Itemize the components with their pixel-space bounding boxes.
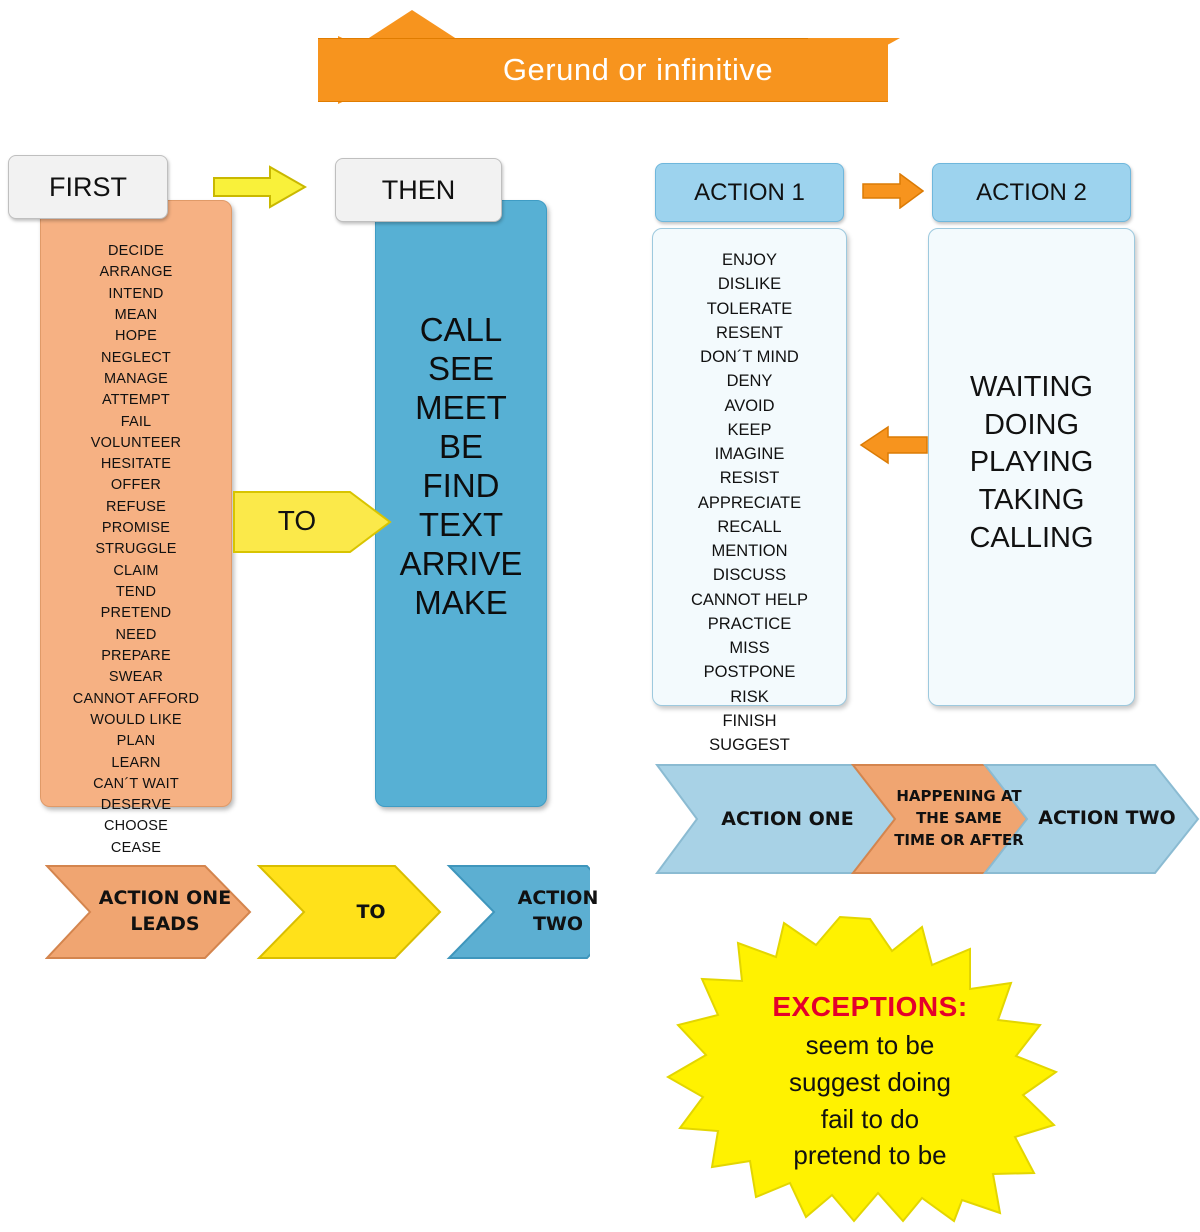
first-verb-item: PLAN: [116, 733, 156, 750]
action1-label-text: ACTION 1: [694, 178, 805, 206]
action1-verb-item: AVOID: [724, 396, 775, 415]
first-verb-item: CLAIM: [113, 562, 159, 579]
first-verb-item: STRUGGLE: [95, 541, 177, 558]
first-verb-item: MEAN: [114, 306, 158, 323]
left-chevron-2-label: TO: [356, 901, 386, 923]
first-verb-item: PRETEND: [100, 605, 172, 622]
first-verb-item: DESERVE: [100, 797, 172, 814]
first-verb-item: SWEAR: [108, 669, 164, 686]
action1-verb-item: KEEP: [727, 420, 772, 439]
left-summary-chevrons: [45, 862, 599, 962]
exceptions-text-block: [660, 987, 1080, 1174]
first-verb-item: LEARN: [111, 754, 161, 771]
then-verb-item: BE: [438, 427, 484, 465]
right-chevron-2-label: HAPPENING AT THE SAME TIME OR AFTER: [894, 787, 1024, 849]
first-verb-item: MANAGE: [103, 370, 169, 387]
exceptions-heading: EXCEPTIONS:: [772, 991, 968, 1022]
first-verb-item: NEED: [115, 626, 157, 643]
action2-verb-item: PLAYING: [969, 446, 1094, 479]
orange-arrow-action1-to-action2: [862, 173, 924, 209]
first-label-text: FIRST: [49, 171, 127, 202]
exceptions-callout: [660, 915, 1080, 1225]
left-chevron-1-label: ACTION ONE LEADS: [98, 887, 232, 935]
right-summary-chevrons: [655, 762, 1200, 877]
action1-verb-item: CANNOT HELP: [690, 590, 809, 609]
first-verb-item: INTEND: [108, 285, 164, 302]
action1-verb-item: RESENT: [716, 323, 783, 342]
action1-verb-item: POSTPONE: [703, 663, 796, 682]
action1-verb-item: RESIST: [719, 469, 780, 488]
first-verbs-panel: [40, 200, 232, 856]
action1-verb-item: TOLERATE: [706, 299, 793, 318]
then-verb-item: TEXT: [418, 505, 504, 543]
action2-verb-item: DOING: [983, 408, 1080, 441]
first-verb-item: HESITATE: [100, 456, 172, 473]
first-verb-item: PREPARE: [101, 647, 171, 664]
orange-arrow-action2-to-action1: [858, 425, 928, 465]
action1-verb-item: MENTION: [711, 542, 788, 560]
action2-verbs-list: [929, 229, 1134, 557]
action2-label-text: ACTION 2: [976, 178, 1087, 206]
action1-verbs-panel: [652, 228, 847, 754]
first-verb-item: WOULD LIKE: [90, 711, 182, 728]
then-label-text: THEN: [381, 174, 456, 205]
action1-verb-item: DON´T MIND: [700, 348, 799, 366]
first-verb-item: CEASE: [110, 839, 162, 856]
title-banner: [318, 8, 888, 138]
then-verb-item: MAKE: [414, 583, 508, 621]
action2-verb-item: TAKING: [978, 484, 1085, 517]
action1-verb-item: RECALL: [717, 517, 782, 536]
action1-verb-item: PRACTICE: [707, 614, 792, 633]
first-verb-item: HOPE: [115, 328, 157, 345]
first-verb-item: FAIL: [120, 413, 152, 430]
action1-verbs-list: [653, 229, 846, 757]
action2-verb-item: CALLING: [969, 521, 1094, 554]
first-verb-item: DECIDE: [108, 243, 164, 259]
yellow-arrow-first-to-then: [212, 165, 307, 209]
left-chevron-3-label: ACTION TWO: [517, 887, 599, 935]
first-verb-item: REFUSE: [105, 498, 166, 515]
first-verb-item: CAN´T WAIT: [93, 775, 179, 792]
then-verb-item: MEET: [415, 388, 507, 426]
exceptions-line-3: fail to do: [820, 1103, 920, 1134]
first-verb-item: OFFER: [110, 477, 162, 494]
exceptions-line-4: pretend to be: [793, 1140, 947, 1171]
then-verb-item: FIND: [422, 466, 500, 504]
action1-verb-item: RISK: [730, 687, 769, 706]
first-verb-item: PROMISE: [101, 520, 171, 537]
action1-verb-item: FINISH: [722, 711, 777, 730]
first-verb-item: TEND: [115, 584, 157, 600]
action1-verb-item: DISLIKE: [717, 275, 782, 294]
action1-verb-item: DISCUSS: [712, 566, 787, 585]
then-label-tab: [335, 158, 502, 222]
action1-verb-item: IMAGINE: [714, 445, 785, 463]
first-verb-item: NEGLECT: [101, 349, 171, 366]
first-verb-item: CHOOSE: [103, 818, 169, 835]
first-verb-item: CANNOT AFFORD: [72, 690, 200, 707]
then-verb-item: ARRIVE: [399, 544, 523, 582]
action1-verb-item: SUGGEST: [709, 736, 790, 754]
action1-verb-item: APPRECIATE: [697, 493, 802, 512]
exceptions-line-1: seem to be: [805, 1029, 935, 1060]
then-verb-item: SEE: [427, 349, 495, 387]
then-verbs-list: [376, 201, 546, 623]
action2-verbs-panel: [928, 228, 1135, 706]
action1-verb-item: DENY: [726, 372, 773, 391]
action1-verb-item: MISS: [729, 639, 770, 657]
first-verb-item: ATTEMPT: [102, 392, 170, 409]
action1-verb-item: ENJOY: [721, 251, 777, 269]
first-verb-item: VOLUNTEER: [90, 434, 182, 451]
then-verb-item: CALL: [419, 311, 503, 348]
action2-verb-item: WAITING: [970, 371, 1093, 403]
first-verb-item: ARRANGE: [99, 264, 173, 281]
action2-label-tab: [932, 163, 1131, 222]
right-chevron-1-label: ACTION ONE: [721, 808, 854, 830]
first-label-tab: [8, 155, 168, 219]
exceptions-line-2: suggest doing: [789, 1066, 951, 1097]
first-verbs-list: [41, 201, 231, 859]
action1-label-tab: [655, 163, 844, 222]
to-arrow-label: TO: [277, 505, 317, 536]
page-title: Gerund or infinitive: [502, 52, 774, 87]
right-chevron-3-label: ACTION TWO: [1038, 807, 1176, 830]
then-verbs-panel: [375, 200, 547, 807]
